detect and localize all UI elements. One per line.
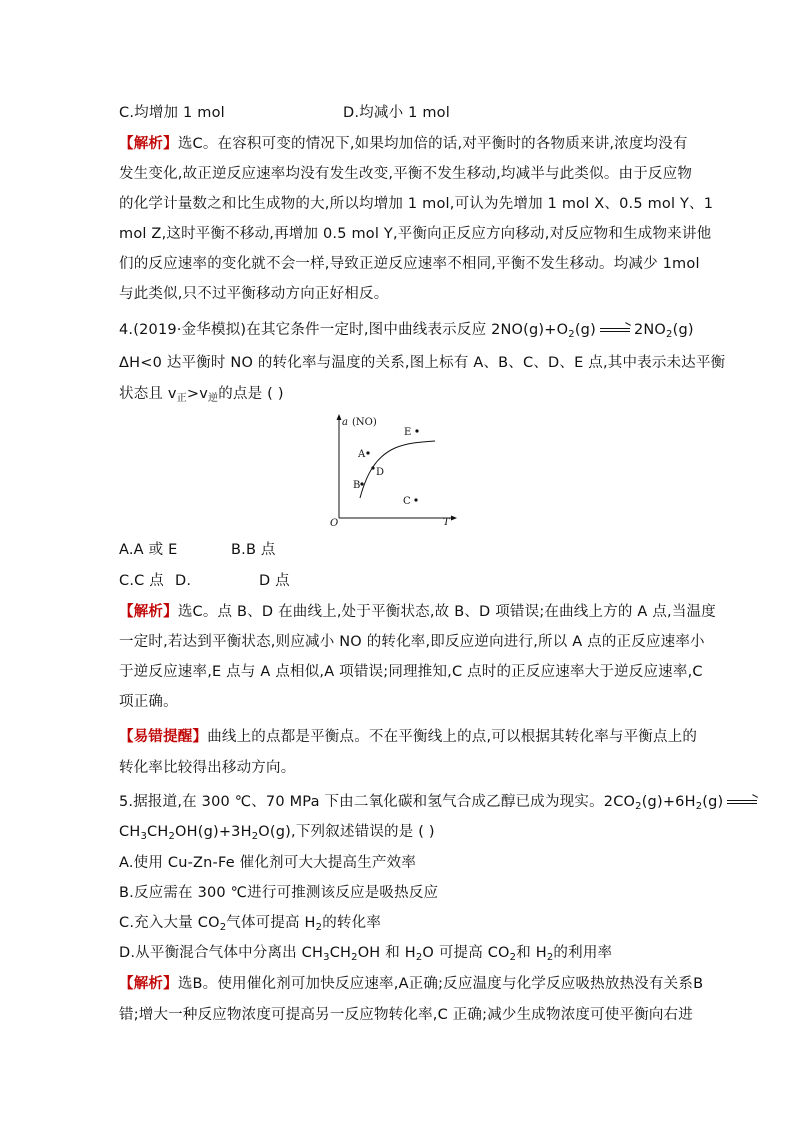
- q4-option-ab: A.A 或 E: [119, 542, 178, 558]
- x-axis-arrow-icon: [451, 516, 457, 521]
- tip-line-1: [119, 727, 697, 747]
- q5-option-b: B.反应需在 300 ℃进行可推测该反应是吸热反应: [119, 885, 439, 901]
- point-b-label: B: [353, 480, 361, 491]
- option-text: D.均减小 1 mol: [343, 105, 450, 121]
- text: 选B。使用催化剂可加快反应速率,A正确;反应温度与化学反应吸热放热没有关系B: [177, 976, 704, 992]
- point-d: [371, 466, 374, 469]
- q4-option-d-letter: D.: [175, 573, 192, 589]
- text: 5.据报道,在 300 ℃、70 MPa 下由二氧化碳和氢气合成乙醇已成为现实。2CO: [119, 794, 636, 810]
- analysis-tag: 【解析】: [119, 976, 178, 992]
- text: O 可提高 CO: [422, 945, 510, 961]
- subscript: 2: [635, 801, 642, 812]
- point-d-label: D: [376, 467, 385, 478]
- text: OH(g)+3H: [175, 824, 252, 840]
- analysis-tag: 【解析】: [119, 604, 178, 620]
- text: (g): [702, 794, 724, 810]
- subscript: 2: [666, 329, 673, 340]
- q5-option-a: A.使用 Cu-Zn-Fe 催化剂可大大提高生产效率: [119, 855, 417, 871]
- text: 选C。在容积可变的情况下,如果均加倍的话,对平衡时的各物质来讲,浓度均没有: [177, 136, 688, 152]
- subscript: 2: [568, 329, 575, 340]
- q3-analysis-line-6: 与此类似,只不过平衡移动方向正好相反。: [119, 286, 389, 302]
- subscript: 3: [140, 831, 147, 842]
- q3-analysis-line-1: [119, 134, 688, 154]
- q4-stem-line-3: [119, 384, 284, 404]
- q5-analysis-line-1: [119, 974, 703, 994]
- text: 曲线上的点都是平衡点。不在平衡线上的点,可以根据其转化率与平衡点上的: [207, 729, 698, 745]
- q5-option-c: [119, 913, 381, 933]
- q3-analysis-line-5: 们的反应速率的变化就不会一样,导致正逆反应速率不相同,平衡不发生移动。均减少 1mol: [119, 256, 700, 272]
- q3-option-c: [119, 103, 225, 123]
- text: 的利用率: [553, 945, 613, 961]
- subscript: 2: [251, 831, 259, 842]
- conversion-temperature-graph: [325, 412, 465, 530]
- y-axis-arrow-icon: [337, 414, 342, 420]
- text: CH: [119, 824, 141, 840]
- text: (g)+6H: [641, 794, 696, 810]
- q5-analysis-line-2: 错;增大一种反应物浓度可提高另一反应物转化率,C 正确;减少生成物浓度可使平衡向右进: [119, 1007, 694, 1023]
- text: 4.(2019·金华模拟)在其它条件一定时,图中曲线表示反应 2NO(g)+O: [119, 322, 569, 338]
- subscript: 3: [323, 952, 330, 963]
- q3-option-d: [343, 103, 450, 123]
- q4-option-c: C.C 点: [119, 573, 164, 589]
- q4-analysis-line-1: [119, 602, 716, 622]
- text: 选C。点 B、D 在曲线上,处于平衡状态,故 B、D 项错误;在曲线上方的 A 点,当温度: [177, 604, 716, 620]
- y-axis-label-species: (NO): [352, 417, 377, 428]
- tip-line-2: 转化率比较得出移动方向。: [119, 760, 296, 776]
- text: 2NO: [633, 322, 667, 338]
- text: C.充入大量 CO: [119, 915, 220, 931]
- q4-analysis-line-4: 项正确。: [119, 694, 178, 710]
- y-axis-label-symbol: a: [342, 417, 348, 428]
- q4-stem-line-2: [119, 353, 725, 373]
- q4-analysis-line-2: 一定时,若达到平衡状态,则应减小 NO 的转化率,即反应逆向进行,所以 A 点的正反应速率小: [119, 634, 705, 650]
- x-axis-label: T: [443, 517, 450, 528]
- text: D.从平衡混合气体中分离出 CH: [119, 945, 324, 961]
- subscript: 2: [415, 952, 423, 963]
- point-e-label: E: [404, 427, 412, 438]
- q4-stem-line-1: [119, 320, 694, 340]
- q4-option-b: B.B 点: [231, 542, 276, 558]
- text: 的转化率: [322, 915, 382, 931]
- subscript: 2: [546, 952, 554, 963]
- text: 和 H: [516, 945, 547, 961]
- equilibrium-arrow-icon: [727, 798, 757, 806]
- point-b: [360, 482, 363, 485]
- subscript: 2: [315, 922, 323, 933]
- subscript: 2: [219, 922, 227, 933]
- equilibrium-arrow-icon: [600, 326, 630, 334]
- q4-analysis-line-3: 于逆反应速率,E 点与 A 点相似,A 项错误;同理推知,C 点时的正反应速率大于逆反应速率,C: [119, 664, 703, 680]
- point-e: [415, 429, 418, 432]
- equilibrium-curve: [360, 441, 435, 498]
- text: >v: [186, 386, 209, 402]
- text: ΔH: [119, 355, 141, 371]
- q5-option-d: [119, 943, 612, 963]
- text: 气体可提高 H: [226, 915, 316, 931]
- analysis-tag: 【解析】: [119, 136, 178, 152]
- point-c: [414, 498, 417, 501]
- text: 状态且 v: [119, 386, 177, 402]
- origin-label: O: [330, 518, 339, 529]
- text: 的点是 ( ): [218, 386, 284, 402]
- tip-tag: 【易错提醒】: [119, 729, 208, 745]
- text: CH: [329, 945, 352, 961]
- subscript: 2: [351, 952, 358, 963]
- text: <: [140, 355, 153, 371]
- q3-analysis-line-4: mol Z,这时平衡不移动,再增加 0.5 mol Y,平衡向正反应方向移动,对反应物和生成物来讲他: [119, 226, 712, 242]
- q5-stem-line-1: [119, 792, 761, 812]
- subscript: 正: [176, 393, 187, 404]
- point-c-label: C: [403, 496, 411, 507]
- subscript: 2: [695, 801, 703, 812]
- q3-analysis-line-3: 的化学计量数之和比生成物的大,所以均增加 1 mol,可认为先增加 1 mol X、0.5 mol Y、1: [119, 196, 714, 212]
- subscript: 2: [168, 831, 175, 842]
- text: (g): [672, 322, 694, 338]
- text: O(g),下列叙述错误的是 ( ): [258, 824, 435, 840]
- q5-stem-line-2: [119, 822, 435, 842]
- text: CH: [147, 824, 169, 840]
- q3-analysis-line-2: 发生变化,故正逆反应速率均没有发生改变,平衡不发生移动,均减半与此类似。由于反应物: [119, 166, 693, 182]
- point-a-label: A: [358, 449, 366, 460]
- text: (g): [574, 322, 596, 338]
- subscript: 逆: [208, 393, 219, 404]
- point-a: [366, 451, 369, 454]
- text: OH 和 H: [357, 945, 416, 961]
- q4-option-d-text: D 点: [259, 573, 290, 589]
- option-text: C.均增加 1 mol: [119, 105, 225, 121]
- text: 0 达平衡时 NO 的转化率与温度的关系,图上标有 A、B、C、D、E 点,其中表示未达平衡: [152, 355, 726, 371]
- subscript: 2: [509, 952, 517, 963]
